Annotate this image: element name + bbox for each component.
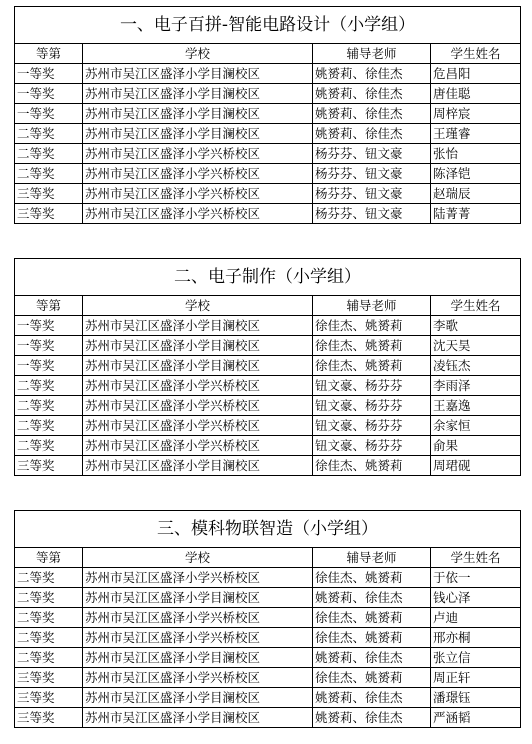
cell-rank: 二等奖	[15, 144, 83, 164]
cell-teacher: 姚赟莉、徐佳杰	[313, 688, 431, 708]
cell-student: 张立信	[431, 648, 521, 668]
cell-teacher: 杨芬芬、钮文豪	[313, 144, 431, 164]
cell-teacher: 徐佳杰、姚赟莉	[313, 356, 431, 376]
table-row	[15, 648, 521, 668]
cell-rank: 三等奖	[15, 184, 83, 204]
award-table	[14, 6, 521, 224]
cell-teacher: 姚赟莉、徐佳杰	[313, 104, 431, 124]
cell-teacher: 姚赟莉、徐佳杰	[313, 124, 431, 144]
cell-school: 苏州市吴江区盛泽小学兴桥校区	[83, 144, 313, 164]
header-student: 学生姓名	[431, 296, 521, 316]
cell-school: 苏州市吴江区盛泽小学兴桥校区	[83, 396, 313, 416]
cell-student: 周梓宸	[431, 104, 521, 124]
cell-school: 苏州市吴江区盛泽小学目澜校区	[83, 648, 313, 668]
cell-student: 邢亦桐	[431, 628, 521, 648]
table-row	[15, 456, 521, 476]
cell-teacher: 姚赟莉、徐佳杰	[313, 588, 431, 608]
cell-teacher: 姚赟莉、徐佳杰	[313, 708, 431, 728]
table-header-row	[15, 296, 521, 316]
cell-student: 王瑾睿	[431, 124, 521, 144]
table-row	[15, 436, 521, 456]
cell-student: 李雨泽	[431, 376, 521, 396]
award-table	[14, 258, 521, 476]
header-school: 学校	[83, 548, 313, 568]
cell-teacher: 徐佳杰、姚赟莉	[313, 568, 431, 588]
cell-teacher: 徐佳杰、姚赟莉	[313, 628, 431, 648]
cell-school: 苏州市吴江区盛泽小学兴桥校区	[83, 416, 313, 436]
header-student: 学生姓名	[431, 548, 521, 568]
cell-student: 沈天昊	[431, 336, 521, 356]
cell-teacher: 姚赟莉、徐佳杰	[313, 648, 431, 668]
table-row	[15, 668, 521, 688]
table-row	[15, 124, 521, 144]
table-row	[15, 608, 521, 628]
cell-rank: 三等奖	[15, 668, 83, 688]
cell-school: 苏州市吴江区盛泽小学目澜校区	[83, 688, 313, 708]
table-row	[15, 568, 521, 588]
table-row	[15, 688, 521, 708]
cell-teacher: 杨芬芬、钮文豪	[313, 204, 431, 224]
cell-rank: 三等奖	[15, 204, 83, 224]
award-section-1	[14, 6, 520, 224]
table-row	[15, 204, 521, 224]
cell-school: 苏州市吴江区盛泽小学兴桥校区	[83, 164, 313, 184]
cell-student: 陆菁菁	[431, 204, 521, 224]
cell-school: 苏州市吴江区盛泽小学目澜校区	[83, 356, 313, 376]
cell-student: 李歌	[431, 316, 521, 336]
header-teacher: 辅导老师	[313, 44, 431, 64]
cell-student: 唐佳聪	[431, 84, 521, 104]
cell-teacher: 徐佳杰、姚赟莉	[313, 668, 431, 688]
cell-school: 苏州市吴江区盛泽小学目澜校区	[83, 104, 313, 124]
award-table	[14, 510, 521, 728]
award-section-3	[14, 510, 520, 728]
cell-school: 苏州市吴江区盛泽小学兴桥校区	[83, 184, 313, 204]
cell-teacher: 杨芬芬、钮文豪	[313, 164, 431, 184]
award-section-2	[14, 258, 520, 476]
cell-teacher: 徐佳杰、姚赟莉	[313, 608, 431, 628]
cell-student: 王嘉逸	[431, 396, 521, 416]
cell-school: 苏州市吴江区盛泽小学目澜校区	[83, 124, 313, 144]
cell-rank: 三等奖	[15, 688, 83, 708]
table-row	[15, 708, 521, 728]
cell-school: 苏州市吴江区盛泽小学目澜校区	[83, 588, 313, 608]
cell-school: 苏州市吴江区盛泽小学目澜校区	[83, 64, 313, 84]
table-row	[15, 396, 521, 416]
cell-teacher: 徐佳杰、姚赟莉	[313, 336, 431, 356]
table-row	[15, 356, 521, 376]
cell-student: 于依一	[431, 568, 521, 588]
cell-rank: 二等奖	[15, 164, 83, 184]
cell-student: 潘璟钰	[431, 688, 521, 708]
header-school: 学校	[83, 44, 313, 64]
table-row	[15, 144, 521, 164]
header-teacher: 辅导老师	[313, 296, 431, 316]
cell-rank: 二等奖	[15, 376, 83, 396]
cell-school: 苏州市吴江区盛泽小学目澜校区	[83, 708, 313, 728]
cell-student: 余家恒	[431, 416, 521, 436]
cell-rank: 二等奖	[15, 648, 83, 668]
table-row	[15, 376, 521, 396]
cell-teacher: 钮文豪、杨芬芬	[313, 436, 431, 456]
cell-teacher: 姚赟莉、徐佳杰	[313, 84, 431, 104]
table-row	[15, 164, 521, 184]
cell-teacher: 钮文豪、杨芬芬	[313, 376, 431, 396]
cell-student: 俞果	[431, 436, 521, 456]
table-row	[15, 336, 521, 356]
cell-rank: 一等奖	[15, 104, 83, 124]
cell-student: 严涵韬	[431, 708, 521, 728]
header-teacher: 辅导老师	[313, 548, 431, 568]
section-title: 二、电子制作（小学组）	[15, 259, 521, 296]
table-row	[15, 588, 521, 608]
cell-student: 危昌阳	[431, 64, 521, 84]
table-row	[15, 316, 521, 336]
cell-school: 苏州市吴江区盛泽小学兴桥校区	[83, 608, 313, 628]
table-header-row	[15, 44, 521, 64]
section-title: 一、电子百拼-智能电路设计（小学组）	[15, 7, 521, 44]
cell-student: 周正轩	[431, 668, 521, 688]
cell-school: 苏州市吴江区盛泽小学目澜校区	[83, 316, 313, 336]
table-row	[15, 104, 521, 124]
cell-teacher: 徐佳杰、姚赟莉	[313, 456, 431, 476]
cell-school: 苏州市吴江区盛泽小学兴桥校区	[83, 668, 313, 688]
table-row	[15, 628, 521, 648]
cell-rank: 一等奖	[15, 316, 83, 336]
cell-rank: 二等奖	[15, 568, 83, 588]
cell-rank: 二等奖	[15, 628, 83, 648]
section-title: 三、模科物联智造（小学组）	[15, 511, 521, 548]
cell-school: 苏州市吴江区盛泽小学兴桥校区	[83, 204, 313, 224]
cell-rank: 一等奖	[15, 64, 83, 84]
cell-teacher: 徐佳杰、姚赟莉	[313, 316, 431, 336]
table-row	[15, 64, 521, 84]
table-row	[15, 184, 521, 204]
cell-student: 赵瑞辰	[431, 184, 521, 204]
cell-school: 苏州市吴江区盛泽小学兴桥校区	[83, 436, 313, 456]
cell-teacher: 杨芬芬、钮文豪	[313, 184, 431, 204]
cell-student: 钱心泽	[431, 588, 521, 608]
table-row	[15, 84, 521, 104]
cell-rank: 二等奖	[15, 416, 83, 436]
cell-school: 苏州市吴江区盛泽小学兴桥校区	[83, 376, 313, 396]
header-school: 学校	[83, 296, 313, 316]
cell-rank: 二等奖	[15, 588, 83, 608]
cell-rank: 一等奖	[15, 84, 83, 104]
cell-school: 苏州市吴江区盛泽小学兴桥校区	[83, 628, 313, 648]
cell-school: 苏州市吴江区盛泽小学目澜校区	[83, 456, 313, 476]
cell-student: 张怡	[431, 144, 521, 164]
header-student: 学生姓名	[431, 44, 521, 64]
cell-student: 陈泽铠	[431, 164, 521, 184]
cell-rank: 二等奖	[15, 608, 83, 628]
cell-rank: 二等奖	[15, 436, 83, 456]
cell-teacher: 钮文豪、杨芬芬	[313, 416, 431, 436]
cell-school: 苏州市吴江区盛泽小学目澜校区	[83, 84, 313, 104]
cell-student: 凌钰杰	[431, 356, 521, 376]
header-rank: 等第	[15, 548, 83, 568]
cell-rank: 一等奖	[15, 336, 83, 356]
cell-rank: 二等奖	[15, 124, 83, 144]
cell-rank: 一等奖	[15, 356, 83, 376]
cell-student: 卢迪	[431, 608, 521, 628]
cell-rank: 三等奖	[15, 708, 83, 728]
cell-student: 周珺砚	[431, 456, 521, 476]
cell-rank: 二等奖	[15, 396, 83, 416]
cell-school: 苏州市吴江区盛泽小学目澜校区	[83, 336, 313, 356]
header-rank: 等第	[15, 44, 83, 64]
cell-school: 苏州市吴江区盛泽小学兴桥校区	[83, 568, 313, 588]
header-rank: 等第	[15, 296, 83, 316]
cell-teacher: 姚赟莉、徐佳杰	[313, 64, 431, 84]
table-header-row	[15, 548, 521, 568]
cell-rank: 三等奖	[15, 456, 83, 476]
table-row	[15, 416, 521, 436]
cell-teacher: 钮文豪、杨芬芬	[313, 396, 431, 416]
